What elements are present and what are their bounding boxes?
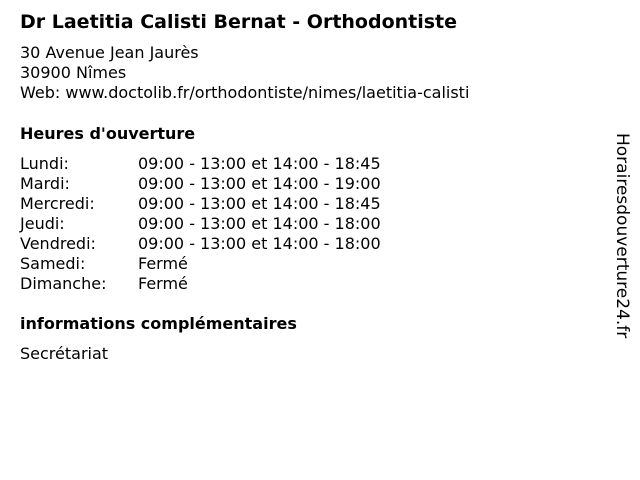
hours-heading: Heures d'ouverture <box>20 124 196 143</box>
hours-row-thursday <box>20 214 440 234</box>
hours-row-sunday <box>20 274 440 294</box>
day-label: Lundi: <box>20 154 69 173</box>
day-times: 09:00 - 13:00 et 14:00 - 19:00 <box>138 174 381 193</box>
day-label: Jeudi: <box>20 214 65 233</box>
hours-table <box>20 154 440 294</box>
day-label: Mercredi: <box>20 194 95 213</box>
address-block <box>20 43 469 103</box>
info-text: Secrétariat <box>20 344 109 363</box>
day-label: Vendredi: <box>20 234 96 253</box>
hours-row-tuesday <box>20 174 440 194</box>
hours-row-saturday <box>20 254 440 274</box>
hours-row-monday <box>20 154 440 174</box>
info-heading: informations complémentaires <box>20 314 297 333</box>
page-title: Dr Laetitia Calisti Bernat - Orthodontiste <box>20 11 458 33</box>
day-times: 09:00 - 13:00 et 14:00 - 18:45 <box>138 194 381 213</box>
day-times: Fermé <box>138 254 188 273</box>
hours-row-wednesday <box>20 194 440 214</box>
address-city: 30900 Nîmes <box>20 63 127 82</box>
day-label: Mardi: <box>20 174 70 193</box>
day-times: Fermé <box>138 274 188 293</box>
day-times: 09:00 - 13:00 et 14:00 - 18:45 <box>138 154 381 173</box>
day-times: 09:00 - 13:00 et 14:00 - 18:00 <box>138 214 381 233</box>
website-line: Web: www.doctolib.fr/orthodontiste/nimes/laetitia-calisti <box>20 83 470 102</box>
day-label: Dimanche: <box>20 274 107 293</box>
watermark-text: Horairesdouverture24.fr <box>612 133 632 339</box>
day-label: Samedi: <box>20 254 86 273</box>
hours-row-friday <box>20 234 440 254</box>
address-street: 30 Avenue Jean Jaurès <box>20 43 199 62</box>
day-times: 09:00 - 13:00 et 14:00 - 18:00 <box>138 234 381 253</box>
